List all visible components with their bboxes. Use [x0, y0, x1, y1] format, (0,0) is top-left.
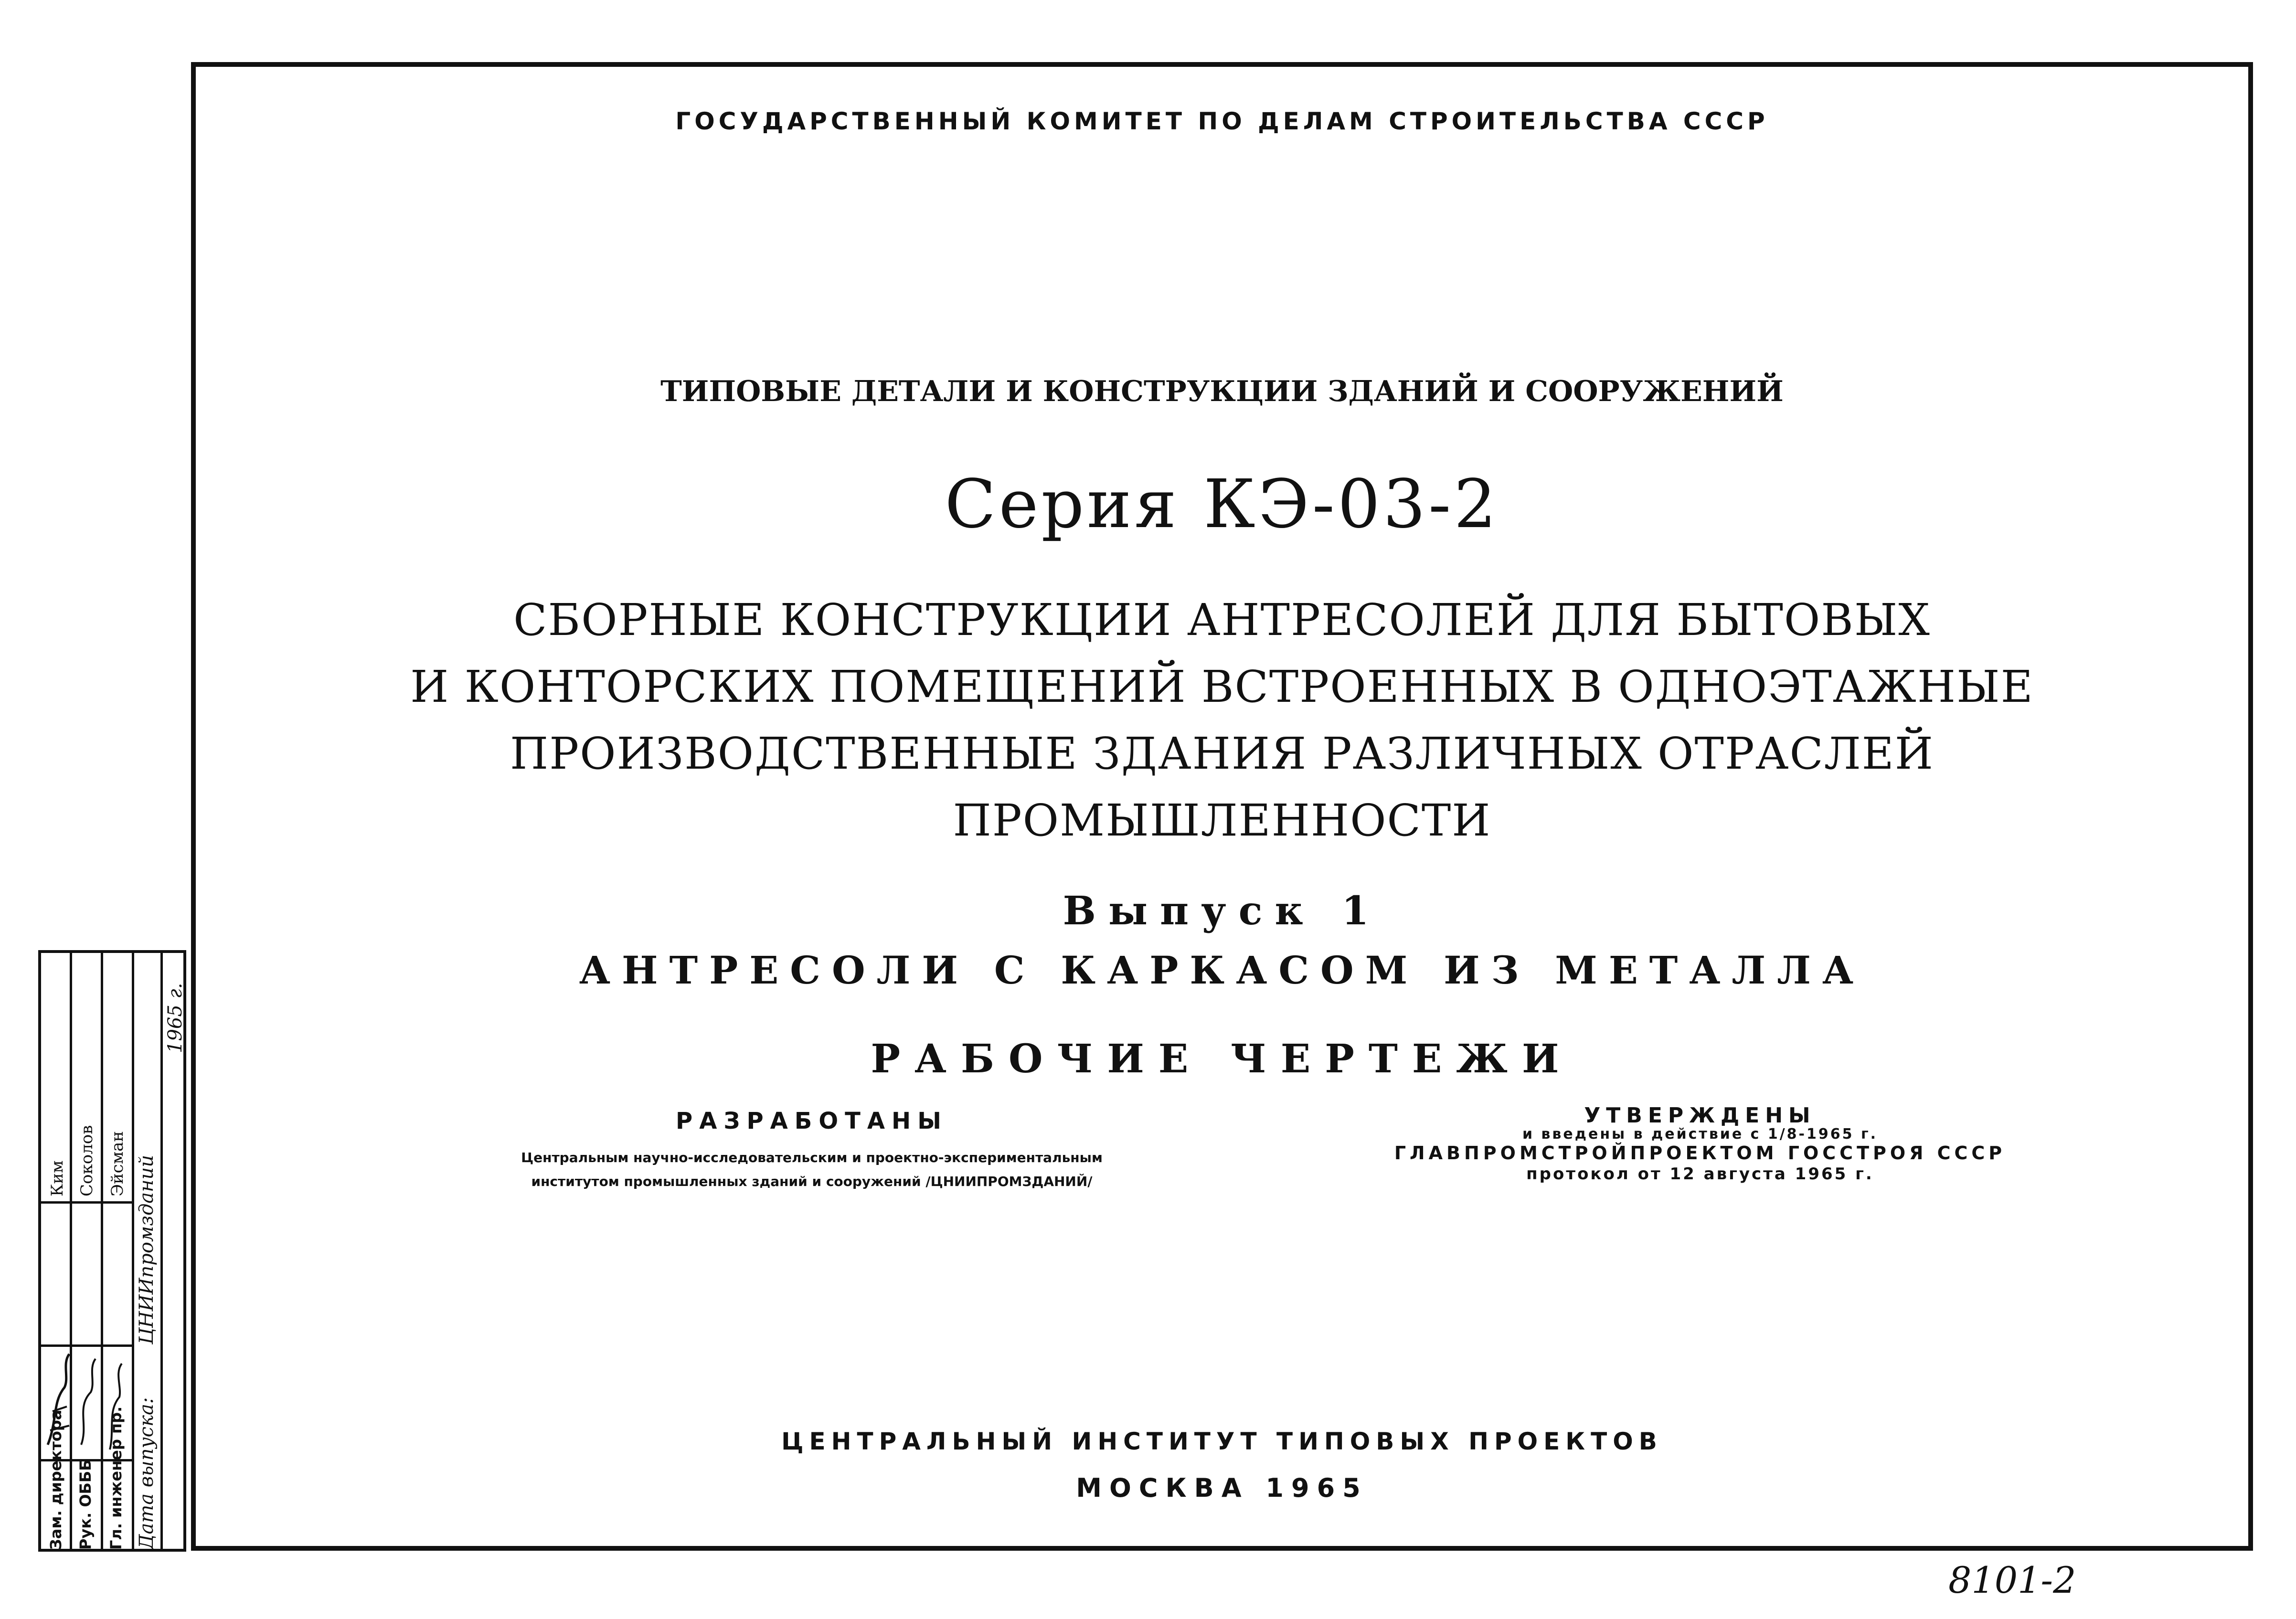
approved-line: протокол от 12 августа 1965 г. [1526, 1164, 1874, 1184]
publisher-institute: ЦЕНТРАЛЬНЫЙ ИНСТИТУТ ТИПОВЫХ ПРОЕКТОВ [781, 1428, 1663, 1455]
committee-header: ГОСУДАРСТВЕННЫЙ КОМИТЕТ ПО ДЕЛАМ СТРОИТЕЛЬСТВА СССР [675, 107, 1769, 135]
title-block-stamp [38, 950, 186, 1552]
developed-line: Центральным научно-исследовательским и проектно-экспериментальным [521, 1150, 1103, 1165]
issue-number: Выпуск 1 [1063, 888, 1382, 934]
approved-line: и введены в действие с 1/8-1965 г. [1522, 1126, 1878, 1143]
series-title: ТИПОВЫЕ ДЕТАЛИ И КОНСТРУКЦИИ ЗДАНИЙ И СООРУЖЕНИЙ [660, 375, 1784, 408]
main-title-line: ПРОИЗВОДСТВЕННЫЕ ЗДАНИЯ РАЗЛИЧНЫХ ОТРАСЛЕЙ [510, 728, 1935, 779]
developed-label: РАЗРАБОТАНЫ [676, 1108, 948, 1134]
stamp-name: Ким [48, 1160, 67, 1196]
stamp-org: ЦНИИпромзданий [136, 1154, 158, 1344]
main-title-line: СБОРНЫЕ КОНСТРУКЦИИ АНТРЕСОЛЕЙ ДЛЯ БЫТОВЫХ [513, 594, 1931, 645]
developed-by-block [396, 1108, 1227, 1194]
publisher-city-year: МОСКВА 1965 [1076, 1473, 1368, 1503]
issue-subtitle: АНТРЕСОЛИ С КАРКАСОМ ИЗ МЕТАЛЛА [579, 948, 1865, 993]
approved-block [1347, 1105, 2053, 1185]
sheet-code: 8101-2 [1948, 1559, 2076, 1601]
drawings-type: РАБОЧИЕ ЧЕРТЕЖИ [871, 1036, 1573, 1082]
stamp-year: 1965 г. [164, 983, 186, 1053]
approved-label: УТВЕРЖДЕНЫ [1584, 1103, 1816, 1128]
stamp-role: Зам. директора [47, 1409, 65, 1550]
stamp-name: Соколов [77, 1125, 96, 1196]
series-code: Серия КЭ-03-2 [945, 466, 1499, 543]
developed-line: институтом промышленных зданий и сооружений /ЦНИИПРОМЗДАНИЙ/ [531, 1174, 1093, 1189]
stamp-role: Дата выпуска: [136, 1397, 158, 1550]
stamp-role: Гл. инженер пр. [107, 1406, 125, 1550]
main-title-line: И КОНТОРСКИХ ПОМЕЩЕНИЙ ВСТРОЕННЫХ В ОДНОЭТАЖНЫЕ [410, 661, 2034, 712]
main-title-line: ПРОМЫШЛЕННОСТИ [953, 795, 1491, 846]
stamp-name: Эйсман [108, 1131, 127, 1196]
stamp-role: Рук. ОБББ [76, 1459, 95, 1550]
approved-line: ГЛАВПРОМСТРОЙПРОЕКТОМ ГОССТРОЯ СССР [1394, 1143, 2006, 1164]
signature-marks [43, 1349, 129, 1457]
